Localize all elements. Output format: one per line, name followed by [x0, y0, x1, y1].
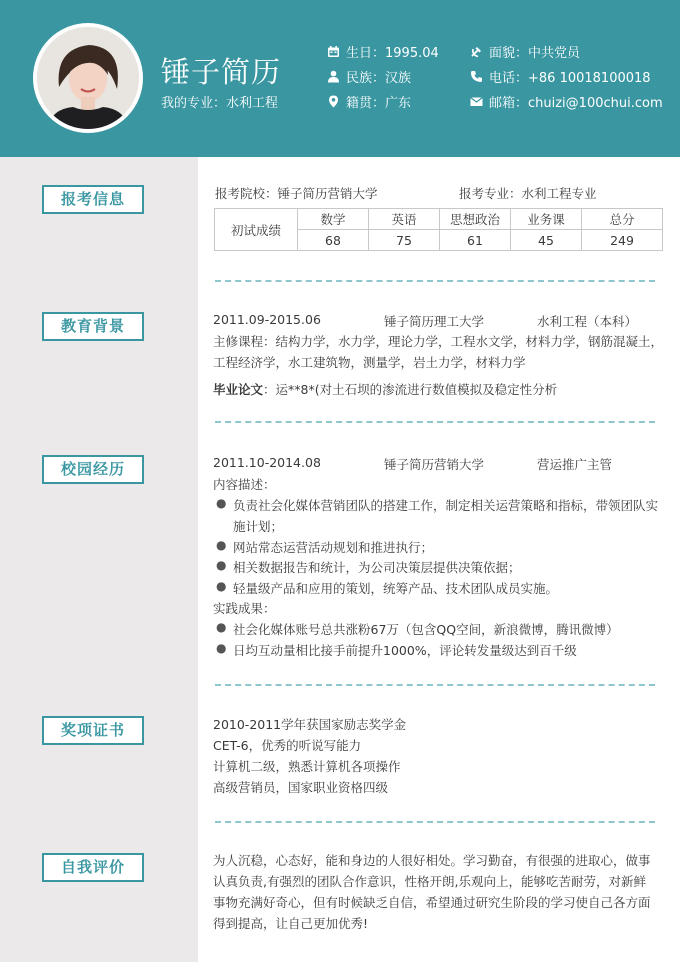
edu-thesis — [213, 380, 557, 398]
self-evaluation-text: 为人沉稳，心态好，能和身边的人很好相处。学习勤奋，有很强的进取心，做事认真负责,有强烈的团队合作意识，性格开朗,乐观向上，能够吃苦耐劳，对新鲜事物充满好奇心，但有时候缺乏自信，希望通过研究生阶段的学习使自己各方面得到提高，让自己更加优秀! — [213, 853, 651, 931]
campus-desc-item: 相关数据报告和统计，为公司决策层提供决策依据； — [233, 560, 521, 575]
header-banner — [0, 0, 680, 157]
location-pin-icon — [327, 95, 340, 108]
birth-text: 生日：1995.04 — [346, 46, 439, 61]
award-item: CET-6，优秀的听说写能力 — [213, 738, 362, 753]
info-politics — [470, 42, 580, 61]
header-major: 我的专业：水利工程 — [161, 96, 279, 111]
campus-desc-item: 负责社会化媒体营销团队的搭建工作，制定相关运营策略和指标，带领团队实 — [233, 498, 659, 513]
person-icon — [327, 70, 340, 83]
score-header: 数学 — [298, 209, 369, 230]
edu-courses-line2: 工程经济学，水工建筑物，测量学，岩土力学，材料力学 — [213, 355, 526, 370]
campus-result-item: 日均互动量相比接手前提升1000%，评论转发量级达到百千级 — [233, 643, 577, 658]
campus-school: 锤子简历营销大学 — [384, 457, 485, 472]
info-phone — [470, 67, 651, 86]
info-origin — [327, 92, 411, 111]
bullet-icon: ● — [216, 558, 227, 572]
edu-school: 锤子简历理工大学 — [384, 314, 485, 329]
score-header: 总分 — [582, 209, 663, 230]
bullet-icon: ● — [216, 641, 227, 655]
thesis-text: ：运**8*(对土石坝的渗流进行数值模拟及稳定性分析 — [263, 382, 558, 397]
score-value: 61 — [440, 230, 511, 251]
award-item: 2010-2011学年获国家励志奖学金 — [213, 717, 407, 732]
bullet-icon: ● — [216, 538, 227, 552]
campus-desc-item: 施计划； — [233, 519, 284, 534]
avatar — [33, 23, 143, 133]
score-value: 68 — [298, 230, 369, 251]
section-divider — [215, 684, 655, 686]
phone-text: 电话：+86 10018100018 — [489, 71, 651, 86]
score-value: 45 — [511, 230, 582, 251]
apply-major: 报考专业：水利工程专业 — [459, 186, 597, 201]
score-header: 英语 — [369, 209, 440, 230]
thesis-label: 毕业论文 — [213, 382, 264, 397]
score-value: 249 — [582, 230, 663, 251]
section-label-campus: 校园经历 — [42, 455, 144, 484]
info-email — [470, 92, 663, 111]
score-table — [214, 208, 663, 251]
score-header: 思想政治 — [440, 209, 511, 230]
section-divider — [215, 421, 655, 423]
bullet-icon: ● — [216, 620, 227, 634]
section-label-apply: 报考信息 — [42, 185, 144, 214]
info-birth — [327, 42, 439, 61]
section-divider — [215, 280, 655, 282]
campus-date: 2011.10-2014.08 — [213, 455, 321, 470]
avatar-portrait — [37, 27, 139, 129]
sidebar — [0, 157, 198, 962]
email-text: 邮箱：chuizi@100chui.com — [489, 96, 663, 111]
award-item: 高级营销员，国家职业资格四级 — [213, 780, 389, 795]
campus-role: 营运推广主管 — [537, 457, 613, 472]
mail-icon — [470, 95, 483, 108]
edu-date: 2011.09-2015.06 — [213, 312, 321, 327]
nation-text: 民族：汉族 — [346, 71, 412, 86]
section-label-awards: 奖项证书 — [42, 716, 144, 745]
info-nation — [327, 67, 411, 86]
party-emblem-icon — [470, 45, 483, 58]
section-divider — [215, 821, 655, 823]
apply-school: 报考院校：锤子简历营销大学 — [215, 186, 378, 201]
score-row-label: 初试成绩 — [215, 209, 298, 251]
score-header: 业务课 — [511, 209, 582, 230]
calendar-icon — [327, 45, 340, 58]
resume-name: 锤子简历 — [161, 55, 282, 89]
campus-result-label: 实践成果： — [213, 601, 276, 616]
campus-result-item: 社会化媒体账号总共涨粉67万（包含QQ空间，新浪微博，腾讯微博） — [233, 622, 619, 637]
award-item: 计算机二级，熟悉计算机各项操作 — [213, 759, 401, 774]
edu-degree: 水利工程（本科） — [537, 314, 638, 329]
campus-desc-label: 内容描述： — [213, 477, 276, 492]
politics-text: 面貌：中共党员 — [489, 46, 581, 61]
bullet-icon: ● — [216, 579, 227, 593]
bullet-icon: ● — [216, 496, 227, 510]
campus-desc-item: 网站常态运营活动规划和推进执行； — [233, 540, 434, 555]
section-label-education: 教育背景 — [42, 312, 144, 341]
section-label-self: 自我评价 — [42, 853, 144, 882]
origin-text: 籍贯：广东 — [346, 96, 412, 111]
phone-icon — [470, 70, 483, 83]
edu-courses-line1: 主修课程：结构力学，水力学，理论力学，工程水文学，材料力学，钢筋混凝土， — [213, 334, 664, 349]
score-value: 75 — [369, 230, 440, 251]
campus-desc-item: 轻量级产品和应用的策划，统筹产品、技术团队成员实施。 — [233, 581, 559, 596]
